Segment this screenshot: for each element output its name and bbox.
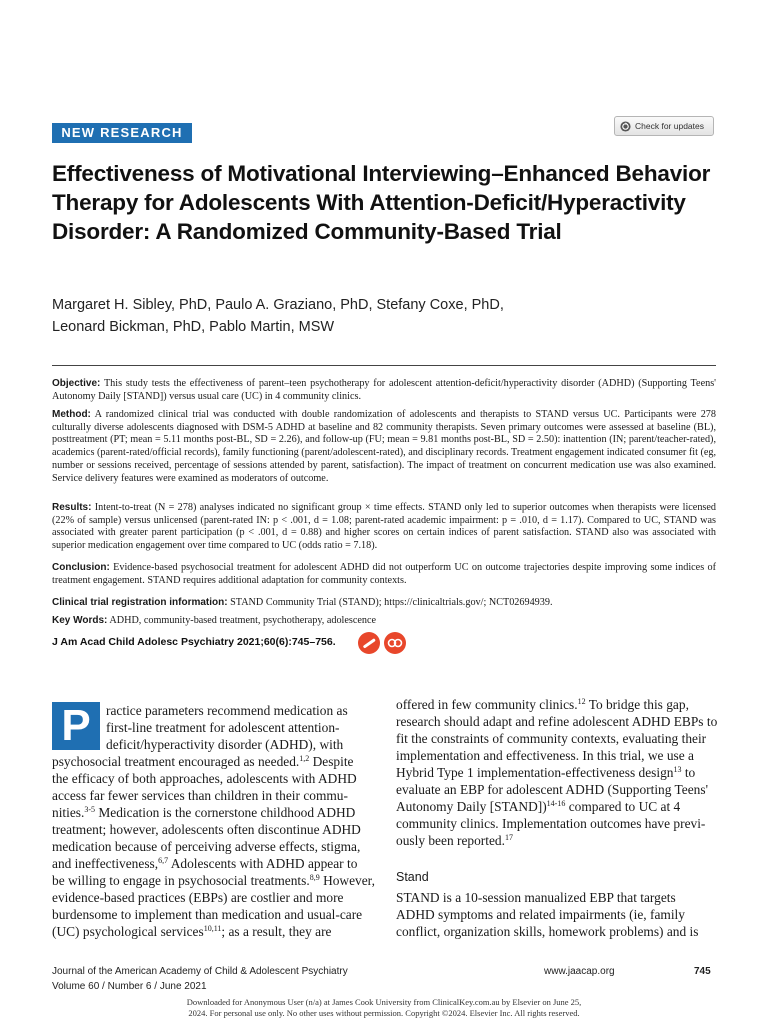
results-text: Intent-to-treat (N = 278) analyses indicated no significant group × time effects. STAND only led to superior outcomes when therapists were licensed (22% of sample) versus unlicensed (parent-rated IN: p < .001, d = 1.08; parent-rated academic impairment: p = .010, d = 1.17). Compared to UC, STAND was associated with greater parent participation (p < .001, d = 0.88) and higher scores on certain indices of parent satisfaction. STAND also was associated with superior medication engagement over time compared to UC (odds ratio = 7.18). [52,502,716,552]
section-heading-stand: Stand [396,870,429,884]
journal-website[interactable]: www.jaacap.org [544,966,615,977]
body-line: community clinics. Implementation outcomes have previ- [396,816,706,831]
journal-volume: Volume 60 / Number 6 / June 2021 [52,981,207,992]
abstract-objective [52,378,716,403]
download-notice-line-1: Downloaded for Anonymous User (n/a) at James Cook University from ClinicalKey.com.au by Elsevier on June 25, [186,997,582,1007]
body-line: medication because of perceiving adverse effects, stigma, [52,839,361,854]
abstract-method [52,409,716,485]
conclusion-text: Evidence-based psychosocial treatment for adolescent ADHD did not outperform UC on outcome trajectories despite improving some indices of treatment engagement. STAND requires additional adaptation for community contexts. [52,562,716,586]
journal-name: Journal of the American Academy of Child & Adolescent Psychiatry [52,966,348,977]
body-line: and ineffectiveness,$^{6,7}$ Adolescents with ADHD appear to [52,856,358,871]
body-line: implementation and effectiveness. In this trial, we use a [396,748,694,763]
abstract-conclusion [52,562,716,587]
section-badge: NEW RESEARCH [52,123,192,143]
method-label: Method: [52,409,91,420]
body-line: deficit/hyperactivity disorder (ADHD), with [106,737,344,752]
body-line: psychosocial treatment encouraged as needed.$^{1,2}$ Despite [52,754,354,769]
video-icon[interactable] [358,632,380,654]
body-line: evaluate an EBP for adolescent ADHD (Supporting Teens' [396,782,708,797]
body-line: first-line treatment for adolescent attention- [106,720,340,735]
check-for-updates-label: Check for updates [635,121,704,131]
article-title: Effectiveness of Motivational Interviewing–Enhanced Behavior Therapy for Adolescents With Attention-Deficit/Hyperactivity Disorder: A Randomized Community-Based Trial [52,161,711,244]
trial-registration [52,597,716,608]
conclusion-label: Conclusion: [52,562,110,573]
body-line: research should adapt and refine adolescent ADHD EBPs to [396,714,718,729]
body-line: ously been reported.$^{17}$ [396,833,513,848]
authors-line-1: Margaret H. Sibley, PhD, Paulo A. Graziano, PhD, Stefany Coxe, PhD, [52,297,504,313]
refresh-icon [620,121,631,132]
registration-label: Clinical trial registration information: [52,597,228,608]
body-line: evidence-based practices (EBPs) are costlier and more [52,890,344,905]
body-line: nities.$^{3-5}$ Medication is the cornerstone childhood ADHD [52,805,356,820]
objective-label: Objective: [52,378,101,389]
citation: J Am Acad Child Adolesc Psychiatry 2021;60(6):745–756. [52,636,336,648]
body-line: (UC) psychological services$^{10,11}$; as a result, they are [52,924,332,939]
body-line: offered in few community clinics.$^{12}$ To bridge this gap, [396,697,689,712]
body-line: be willing to engage in psychosocial treatments.$^{8,9}$ However, [52,873,375,888]
registration-text[interactable]: STAND Community Trial (STAND); https://clinicaltrials.gov/; NCT02694939. [230,597,553,608]
page-number: 745 [694,966,711,977]
keywords [52,615,716,626]
keywords-label: Key Words: [52,615,108,626]
body-line: ADHD symptoms and related impairments (ie, family [396,907,685,922]
check-for-updates-button[interactable] [614,116,714,136]
abstract-results [52,502,716,553]
download-notice-line-2: 2024. For personal use only. No other uses without permission. Copyright ©2024. Elsevier Inc. All rights reserved. [188,1008,580,1018]
objective-text: This study tests the effectiveness of parent–teen psychotherapy for adolescent attention-deficit/hyperactivity disorder (ADHD) (Supporting Teens' Autonomy Daily [STAND]) versus usual care (UC) in 4 community clinics. [52,378,716,402]
body-line: the efficacy of both approaches, adolescents with ADHD [52,771,357,786]
results-label: Results: [52,502,92,513]
body-line: access far fewer services than children in their commu- [52,788,348,803]
body-line: STAND is a 10-session manualized EBP that targets [396,890,676,905]
body-line: treatment; however, adolescents often discontinue ADHD [52,822,361,837]
body-line: ractice parameters recommend medication as [106,703,348,718]
method-text: A randomized clinical trial was conducted with double randomization of adolescents and therapists to STAND versus UC. Participants were 278 culturally diverse adolescents diagnosed with DSM-5 ADHD at baseline and 82 community therapists. Seven primary outcomes were assessed at baseline (BL), posttreatment (PT; mean = 5.11 months post-BL, SD = 2.26), and follow-up (FU; mean = 9.81 months post-BL, SD = 2.50): inattention (IN; parent/teacher-rated), academics (parent-rated/official records), family functioning (parent/adolescent-rated), and disciplinary records. Treatment engagement indicated consumer fit (eg, number or sessions received, percentage of sessions attended by parent, satisfaction). The impact of treatment on concurrent medication use was also examined. Service delivery features were examined as moderators of outcome. [52,409,716,484]
drop-cap: P [52,702,100,750]
body-line: Autonomy Daily [STAND])$^{14-16}$ compared to UC at 4 [396,799,681,814]
body-line: fit the constraints of community contexts, evaluating their [396,731,707,746]
body-line: Hybrid Type 1 implementation-effectiveness design$^{13}$ to [396,765,696,780]
cme-icon[interactable] [384,632,406,654]
body-line: burdensome to implement than medication and usual-care [52,907,363,922]
keywords-text: ADHD, community-based treatment, psychotherapy, adolescence [109,615,377,626]
authors-line-2: Leonard Bickman, PhD, Pablo Martin, MSW [52,319,335,335]
divider [52,365,716,366]
body-line: conflict, organization skills, homework problems) and is [396,924,699,939]
